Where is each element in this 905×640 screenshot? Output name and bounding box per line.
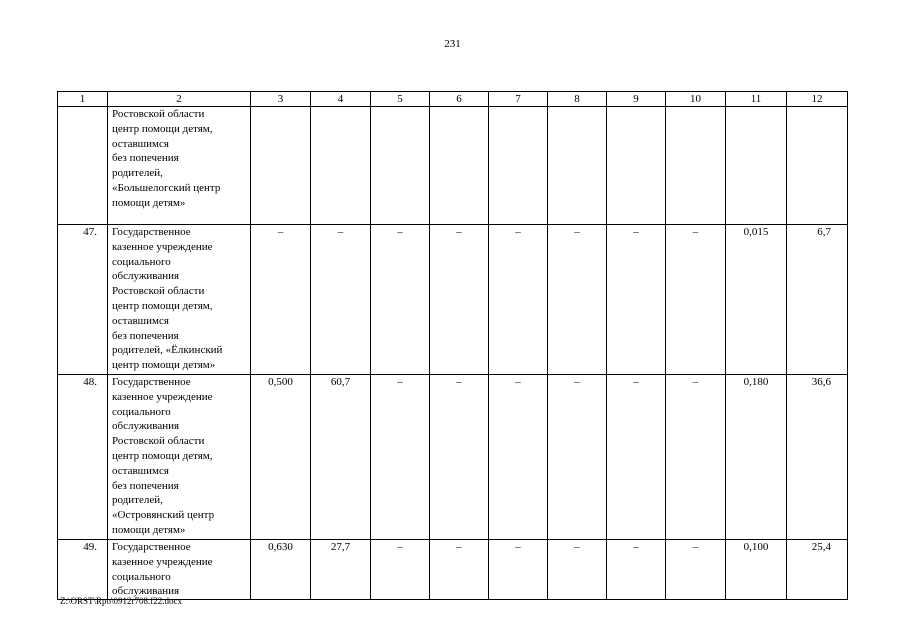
value-cell: – [666, 375, 726, 540]
value-cell: – [311, 225, 371, 375]
name-line: центр помощи детям, [112, 122, 213, 135]
value-cell [430, 107, 489, 225]
name-line: обслуживания [112, 270, 180, 283]
row-number [58, 107, 108, 225]
value-cell: – [607, 375, 666, 540]
name-line: социального [112, 405, 171, 418]
row-number: 49. [58, 540, 108, 600]
value-cell [251, 107, 311, 225]
header-cell: 7 [489, 92, 548, 107]
name-line: помощи детям» [112, 196, 186, 209]
header-cell: 6 [430, 92, 489, 107]
name-line: Государственное [112, 376, 191, 388]
header-cell: 4 [311, 92, 371, 107]
name-line: «Большелогский центр [112, 181, 221, 194]
value-cell: 60,7 [311, 375, 371, 540]
value-cell [489, 107, 548, 225]
name-line: «Островянский центр [112, 509, 215, 522]
name-line: казенное учреждение [112, 555, 213, 568]
name-line: Государственное [112, 541, 191, 553]
file-path-footer: Z:\ORST\Rpo\0912r708.f22.docx [60, 596, 182, 606]
data-table [57, 91, 848, 600]
institution-name [108, 375, 251, 540]
name-line: оставшимся [112, 137, 169, 150]
value-cell [666, 107, 726, 225]
name-line: Ростовской области [112, 435, 205, 448]
value-cell: 36,6 [787, 375, 848, 540]
name-line: помощи детям» [112, 523, 186, 536]
table-row [58, 107, 848, 225]
value-cell: 27,7 [311, 540, 371, 600]
value-cell: – [607, 225, 666, 375]
value-cell: – [430, 225, 489, 375]
value-cell: – [430, 540, 489, 600]
page-number: 231 [444, 38, 461, 50]
name-line: родителей, [112, 494, 163, 507]
name-line: казенное учреждение [112, 390, 213, 403]
name-line: родителей, [112, 167, 163, 180]
name-line: социального [112, 255, 171, 268]
value-cell: 0,500 [251, 375, 311, 540]
value-cell: – [251, 225, 311, 375]
value-cell [607, 107, 666, 225]
name-line: оставшимся [112, 314, 169, 327]
name-line: родителей, «Ёлкинский [112, 344, 223, 357]
name-line: Ростовской области [112, 108, 205, 120]
value-cell: – [371, 225, 430, 375]
institution-name [108, 540, 251, 600]
name-line: социального [112, 570, 171, 583]
header-cell: 10 [666, 92, 726, 107]
institution-name [108, 107, 251, 225]
header-cell: 11 [726, 92, 787, 107]
value-cell: – [607, 540, 666, 600]
value-cell: – [666, 225, 726, 375]
name-line: без попечения [112, 329, 179, 342]
value-cell: – [548, 225, 607, 375]
table-row [58, 375, 848, 540]
table-row [58, 540, 848, 600]
header-cell: 1 [58, 92, 108, 107]
name-line: казенное учреждение [112, 240, 213, 253]
value-cell: – [371, 375, 430, 540]
row-number: 47. [58, 225, 108, 375]
value-cell: – [430, 375, 489, 540]
value-cell: 6,7 [787, 225, 848, 375]
name-line: обслуживания [112, 420, 180, 433]
row-number: 48. [58, 375, 108, 540]
name-line: без попечения [112, 152, 179, 165]
value-cell [548, 107, 607, 225]
name-line: оставшимся [112, 464, 169, 477]
value-cell: – [489, 225, 548, 375]
institution-name [108, 225, 251, 375]
name-line: центр помощи детям» [112, 359, 216, 372]
table-row [58, 225, 848, 375]
header-cell: 5 [371, 92, 430, 107]
value-cell: – [548, 375, 607, 540]
value-cell: 0,180 [726, 375, 787, 540]
value-cell: – [489, 540, 548, 600]
column-number-header-row [58, 92, 848, 107]
value-cell: 0,100 [726, 540, 787, 600]
name-line: без попечения [112, 479, 179, 492]
name-line: Государственное [112, 226, 191, 238]
value-cell: – [489, 375, 548, 540]
value-cell: – [371, 540, 430, 600]
value-cell [371, 107, 430, 225]
header-cell: 3 [251, 92, 311, 107]
name-line: центр помощи детям, [112, 449, 213, 462]
value-cell: – [548, 540, 607, 600]
value-cell [311, 107, 371, 225]
name-line: Ростовской области [112, 285, 205, 298]
value-cell: – [666, 540, 726, 600]
name-line: обслуживания [112, 585, 180, 598]
value-cell: 0,015 [726, 225, 787, 375]
header-cell: 8 [548, 92, 607, 107]
header-cell: 12 [787, 92, 848, 107]
value-cell [726, 107, 787, 225]
value-cell: 0,630 [251, 540, 311, 600]
value-cell: 25,4 [787, 540, 848, 600]
value-cell [787, 107, 848, 225]
header-cell: 9 [607, 92, 666, 107]
name-line: центр помощи детям, [112, 299, 213, 312]
header-cell: 2 [108, 92, 251, 107]
